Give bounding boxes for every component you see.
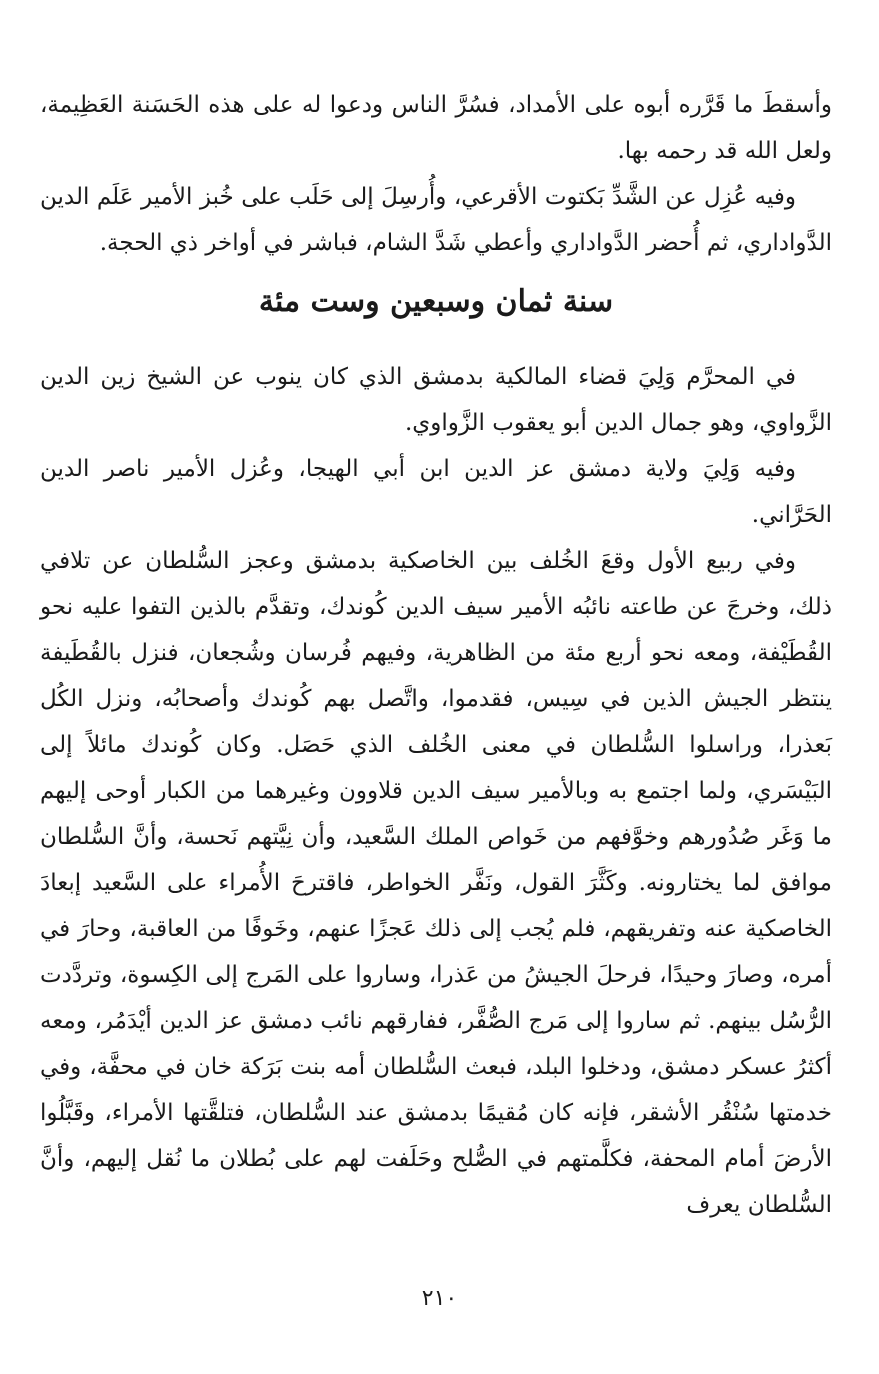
page-number: ٢١٠ bbox=[421, 1286, 458, 1311]
paragraph-body-1: في المحرَّم وَلِيَ قضاء المالكية بدمشق الذي كان ينوب عن الشيخ زين الدين الزَّواوي، وهو جمال الدين أبو يعقوب الزَّواوي. bbox=[40, 364, 832, 436]
paragraph-intro-1: وأسقطَ ما قَرَّره أبوه على الأمداد، فسُرَّ الناس ودعوا له على هذه الحَسَنة العَظِيمة، ولعل الله قد رحمه بها. bbox=[40, 92, 832, 164]
paragraph-body-2: وفيه وَلِيَ ولاية دمشق عز الدين ابن أبي الهيجا، وعُزل الأمير ناصر الدين الحَرَّاني. bbox=[40, 456, 832, 528]
page-text-block bbox=[40, 82, 832, 1228]
section-heading: سنة ثمان وسبعين وست مئة bbox=[258, 284, 614, 319]
paragraph-intro-2: وفيه عُزِل عن الشَّدِّ بَكتوت الأقرعي، وأُرسِلَ إلى حَلَب على خُبز الأمير عَلَم الدين الدَّواداري، ثم أُحضر الدَّواداري وأعطي شَدَّ الشام، فباشر في أواخر ذي الحجة. bbox=[40, 184, 832, 256]
paragraph-body-3: وفي ربيع الأول وقعَ الخُلف بين الخاصكية بدمشق وعجز السُّلطان عن تلافي ذلك، وخرجَ عن طاعته نائبُه الأمير سيف الدين كُوندك، وتقدَّم بالذين التفوا عليه نحو القُطَيْفة، ومعه نحو أربع مئة من الظاهرية، وفيهم فُرسان وشُجعان، فنزل بالقُطَيفة ينتظر الجيش الذين في سِيس، فقدموا، واتَّصل بهم كُوندك وأصحابُه، ونزل الكُل بَعذرا، وراسلوا السُّلطان في معنى الخُلف الذي حَصَل. وكان كُوندك مائلاً إلى البَيْسَري، ولما اجتمع به وبالأمير سيف الدين قلاوون وغيرهما من الكبار أوحى إليهم ما وَغَر صُدُورهم وخوَّفهم من خَواص الملك السَّعيد، وأن نِيَّتهم نَحسة، وأنَّ السُّلطان موافق لما يختارونه. وكَثَّرَ القول، ونَفَّر الخواطر، فاقترحَ الأُمراء على السَّعيد إبعادَ الخاصكية عنه وتفريقهم، فلم يُجب إلى ذلك عَجزًا عنهم، وخَوفًا من العاقبة، وحارَ في أمره، وصارَ وحيدًا، فرحلَ الجيشُ من عَذرا، وساروا على المَرج إلى الكِسوة، وتردَّدت الرُّسُل بينهم. ثم ساروا إلى مَرج الصُّفَّر، ففارقهم نائب دمشق عز الدين أيْدَمُر، ومعه أكثرُ عسكر دمشق، ودخلوا البلد، فبعث السُّلطان أمه بنت بَرَكة خان في محفَّة، وفي خدمتها سُنْقُر الأشقر، فإنه كان مُقيمًا بدمشق عند السُّلطان، فتلقَّتها الأمراء، وقَبَّلُوا الأرضَ أمام المحفة، فكلَّمتهم في الصُّلح وحَلَفت لهم على بُطلان ما نُقل إليهم، وأنَّ السُّلطان يعرف bbox=[40, 548, 832, 1218]
